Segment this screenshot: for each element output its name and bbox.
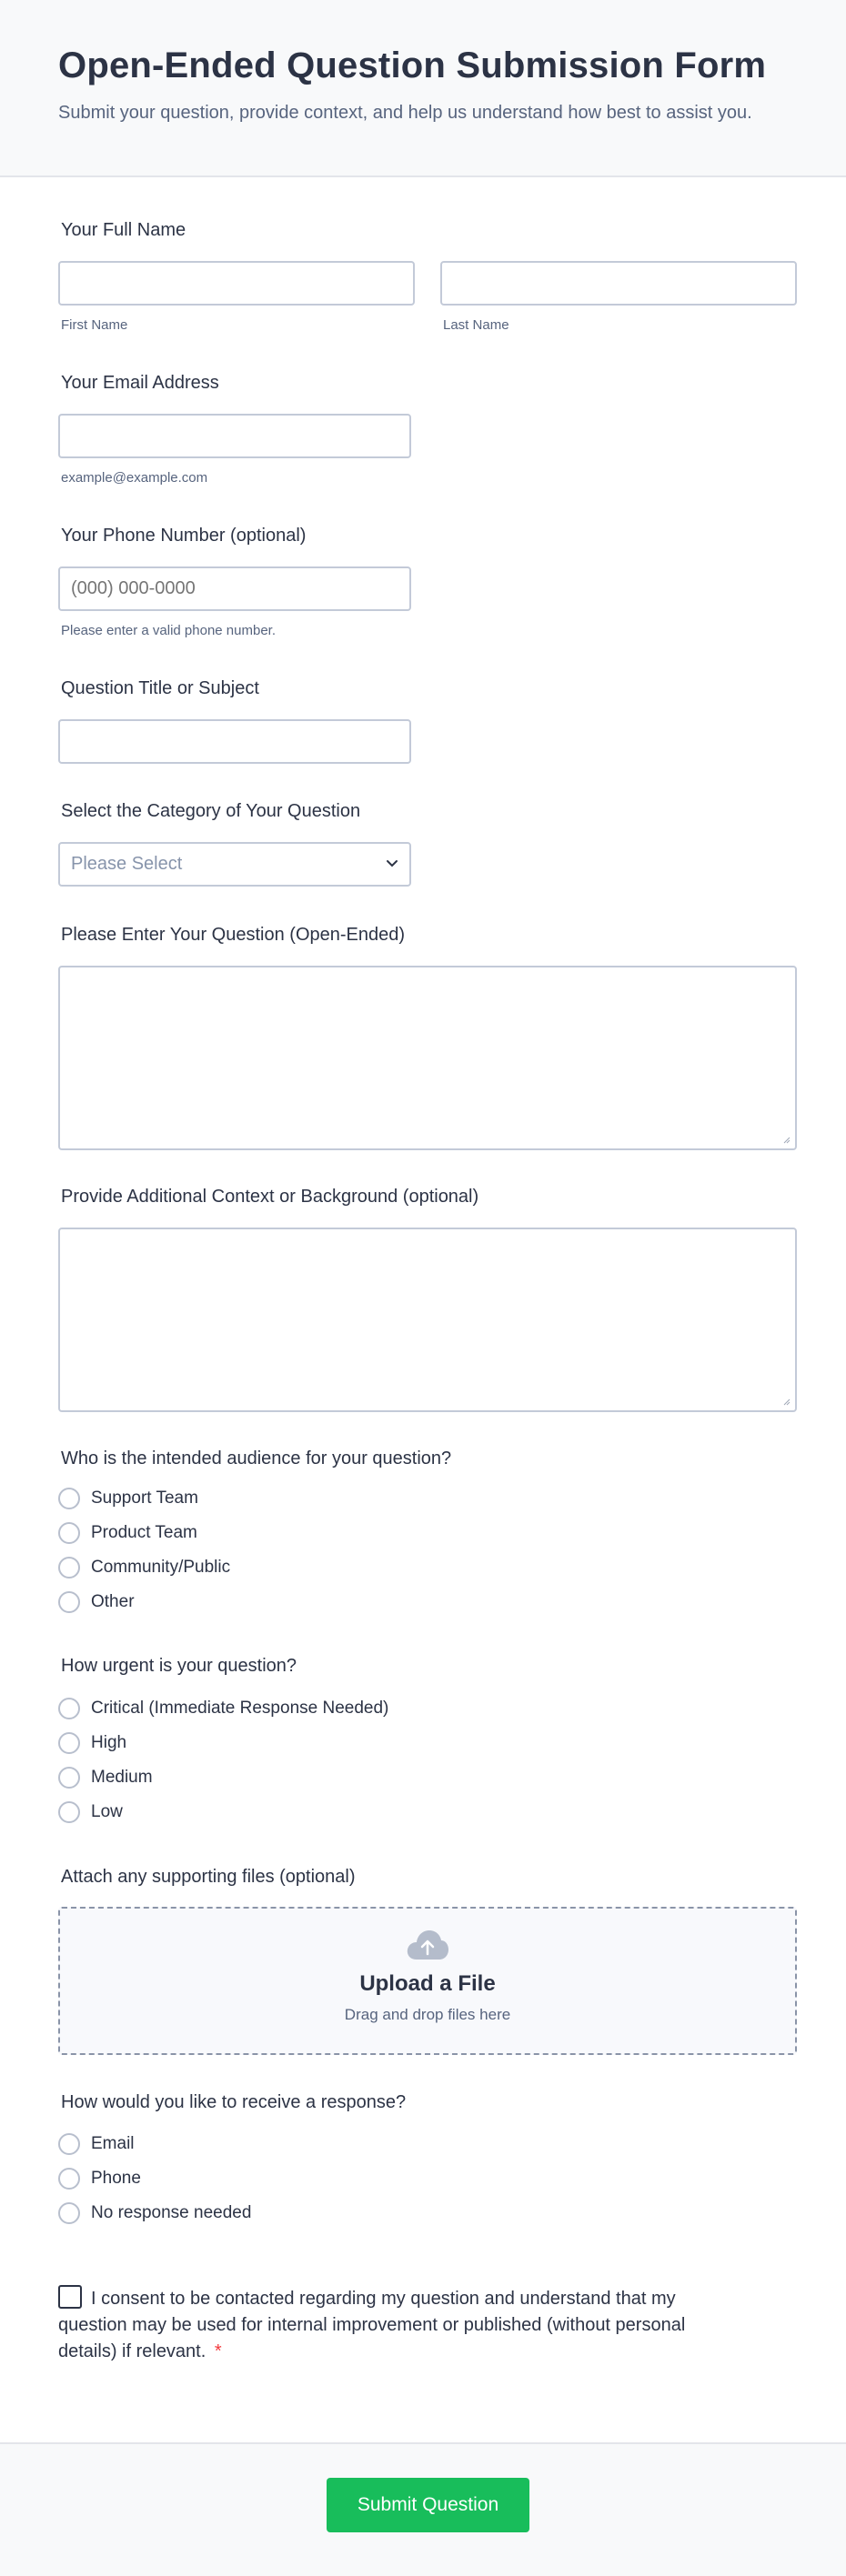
- radio-button[interactable]: [58, 1767, 80, 1789]
- category-select[interactable]: [58, 842, 411, 887]
- phone-input[interactable]: [58, 566, 411, 611]
- urgency-label: How urgent is your question?: [61, 1656, 297, 1676]
- radio-label: Support Team: [91, 1488, 198, 1508]
- category-selected-value: Please Select: [71, 854, 183, 874]
- urgency-option[interactable]: [58, 1698, 388, 1719]
- last-name-input[interactable]: [440, 261, 797, 306]
- radio-button[interactable]: [58, 1591, 80, 1613]
- consent-field: [58, 2285, 695, 2365]
- form-body: [0, 177, 846, 2420]
- radio-button[interactable]: [58, 1522, 80, 1544]
- radio-button[interactable]: [58, 1557, 80, 1579]
- question-label: Please Enter Your Question (Open-Ended): [61, 925, 406, 945]
- upload-title: Upload a File: [359, 1971, 496, 1996]
- category-label: Select the Category of Your Question: [61, 801, 361, 821]
- full-name-label: Your Full Name: [61, 220, 186, 240]
- form-subtitle: Submit your question, provide context, and help us understand how best to assist you.: [58, 103, 752, 123]
- upload-subtitle: Drag and drop files here: [344, 2006, 511, 2023]
- urgency-option[interactable]: [58, 1767, 153, 1789]
- audience-option[interactable]: [58, 1488, 198, 1509]
- first-name-sublabel: First Name: [61, 317, 128, 333]
- required-asterisk: *: [214, 2341, 222, 2361]
- radio-button[interactable]: [58, 1488, 80, 1509]
- response-option[interactable]: [58, 2133, 135, 2155]
- radio-label: Product Team: [91, 1523, 197, 1542]
- radio-label: Medium: [91, 1768, 153, 1787]
- consent-text: I consent to be contacted regarding my question and understand that my question may be used for internal improvement or published (without personal details) if relevant.: [58, 2289, 686, 2361]
- urgency-option[interactable]: [58, 1801, 123, 1823]
- response-option[interactable]: [58, 2168, 141, 2190]
- file-upload-dropzone[interactable]: [58, 1907, 797, 2055]
- radio-label: High: [91, 1733, 127, 1752]
- radio-label: Email: [91, 2134, 135, 2153]
- form-title: Open-Ended Question Submission Form: [58, 45, 767, 85]
- resize-handle-icon[interactable]: [781, 1397, 791, 1406]
- radio-label: Critical (Immediate Response Needed): [91, 1699, 389, 1718]
- radio-button[interactable]: [58, 1698, 80, 1719]
- consent-checkbox[interactable]: [58, 2285, 82, 2309]
- radio-button[interactable]: [58, 1801, 80, 1823]
- radio-label: Other: [91, 1592, 135, 1611]
- question-title-label: Question Title or Subject: [61, 678, 259, 698]
- audience-option[interactable]: [58, 1591, 135, 1613]
- form-header: [0, 0, 846, 177]
- radio-button[interactable]: [58, 2202, 80, 2224]
- last-name-sublabel: Last Name: [443, 317, 509, 333]
- context-label: Provide Additional Context or Background (optional): [61, 1187, 479, 1207]
- radio-button[interactable]: [58, 2133, 80, 2155]
- radio-button[interactable]: [58, 1732, 80, 1754]
- first-name-input[interactable]: [58, 261, 415, 306]
- question-title-input[interactable]: [58, 719, 411, 764]
- chevron-down-icon: [386, 859, 398, 868]
- radio-label: Phone: [91, 2169, 141, 2188]
- radio-button[interactable]: [58, 2168, 80, 2190]
- resize-handle-icon[interactable]: [781, 1135, 791, 1144]
- attach-label: Attach any supporting files (optional): [61, 1867, 356, 1887]
- form-footer: [0, 2442, 846, 2576]
- cloud-upload-icon: [406, 1929, 449, 1961]
- phone-sublabel: Please enter a valid phone number.: [61, 623, 276, 638]
- urgency-option[interactable]: [58, 1732, 126, 1754]
- response-option[interactable]: [58, 2202, 251, 2224]
- audience-option[interactable]: [58, 1522, 197, 1544]
- radio-label: Low: [91, 1802, 123, 1821]
- response-label: How would you like to receive a response?: [61, 2092, 407, 2112]
- radio-label: No response needed: [91, 2203, 252, 2222]
- radio-label: Community/Public: [91, 1558, 231, 1577]
- question-textarea[interactable]: [58, 966, 797, 1150]
- email-label: Your Email Address: [61, 373, 219, 393]
- email-sublabel: example@example.com: [61, 470, 208, 486]
- audience-label: Who is the intended audience for your question?: [61, 1448, 452, 1468]
- audience-option[interactable]: [58, 1557, 230, 1579]
- email-input[interactable]: [58, 414, 411, 458]
- submit-button[interactable]: Submit Question: [327, 2478, 529, 2532]
- context-textarea[interactable]: [58, 1228, 797, 1412]
- phone-label: Your Phone Number (optional): [61, 526, 307, 546]
